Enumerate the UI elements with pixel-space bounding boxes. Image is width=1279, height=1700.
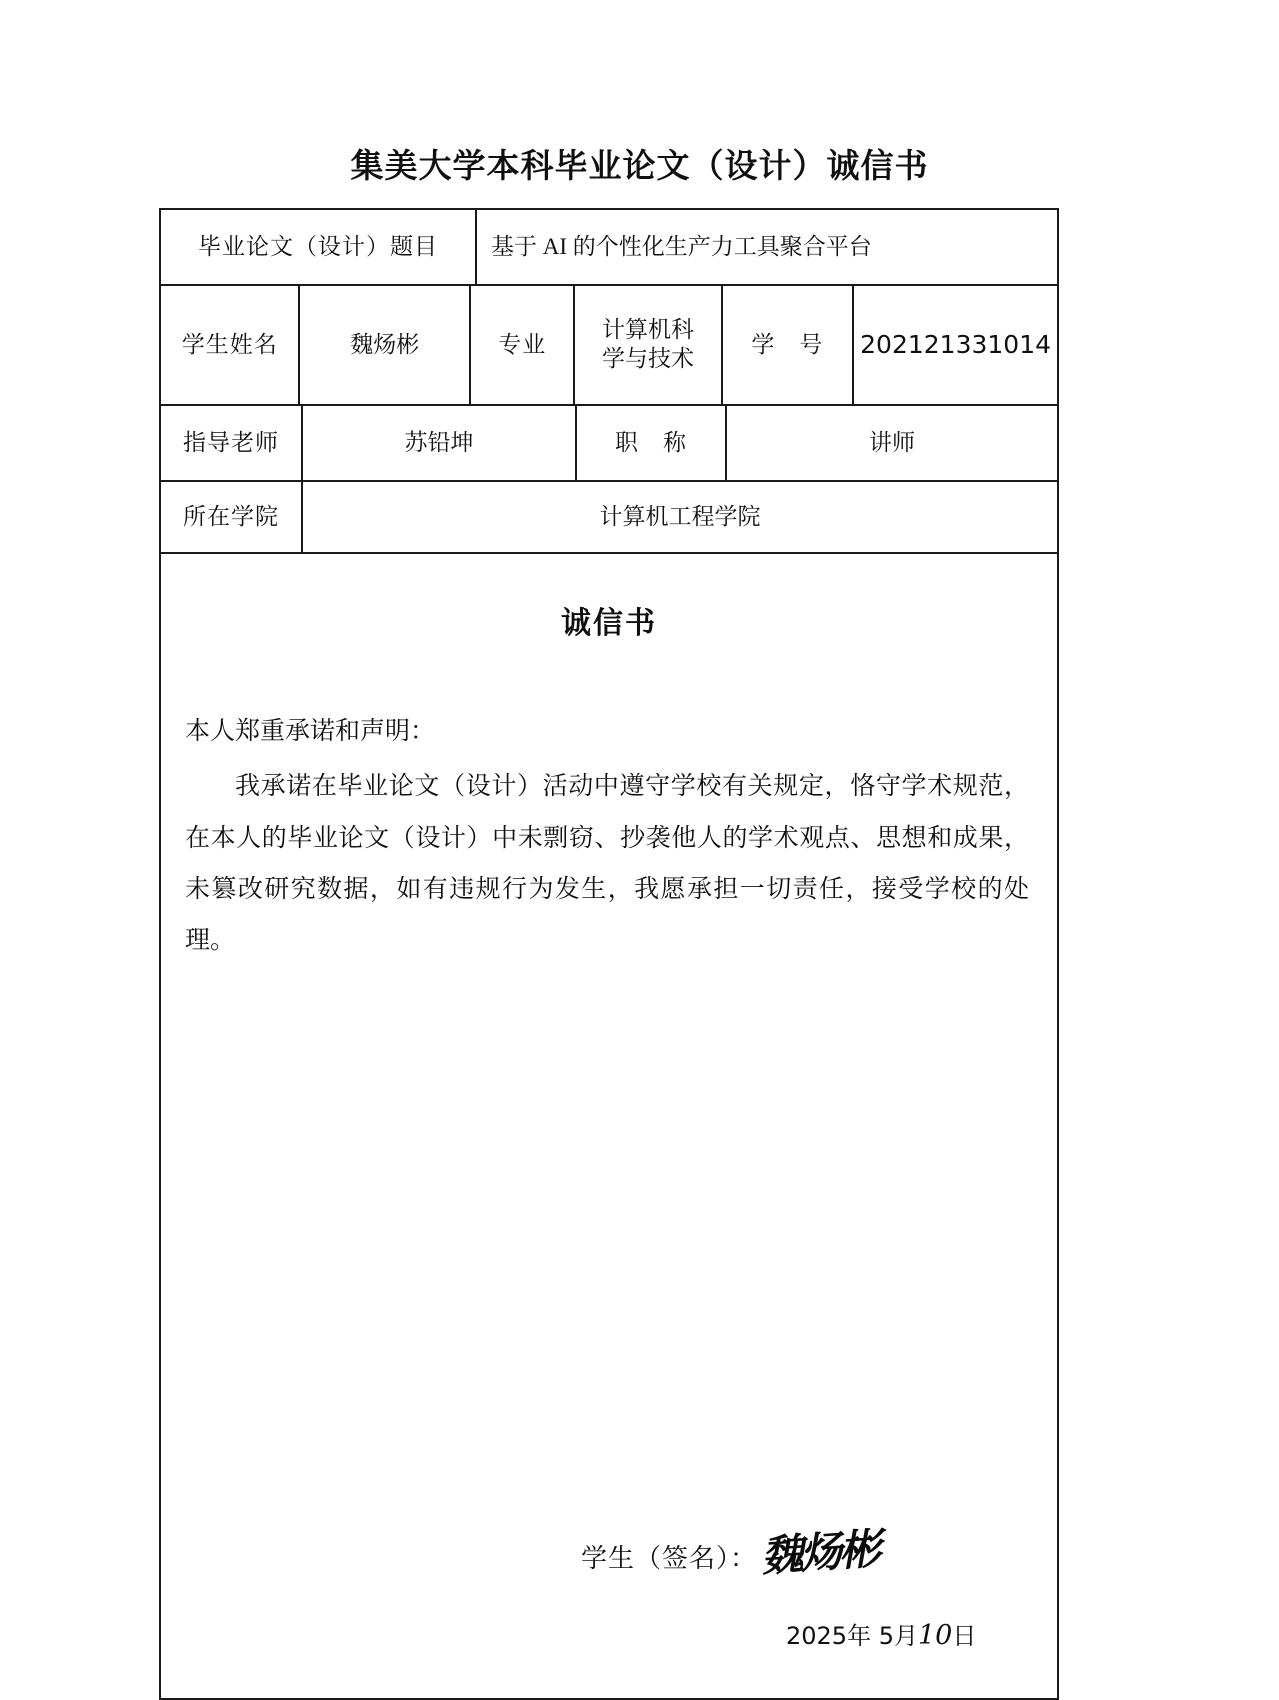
statement-lead: 本人郑重承诺和声明： xyxy=(185,718,436,745)
student-id-value: 202121331014 xyxy=(860,330,1052,360)
signature-date xyxy=(161,1616,1057,1651)
handwritten-signature: 魏炀彬 xyxy=(759,1523,880,1582)
signature-label: 学生（签名）： xyxy=(581,1544,758,1573)
date-day-unit: 日 xyxy=(952,1624,977,1650)
date-year-unit: 年 xyxy=(847,1624,872,1650)
statement-paragraph: 我承诺在毕业论文（设计）活动中遵守学校有关规定，恪守学术规范，在本人的毕业论文（设计）中未剽窃、抄袭他人的学术观点、思想和成果，未篡改研究数据，如有违规行为发生，我愿承担一切责任，接受学校的处理。 xyxy=(185,773,1029,954)
statement-body xyxy=(185,706,1029,966)
date-month: 5 xyxy=(878,1622,894,1650)
student-name-label: 学生姓名 xyxy=(161,286,300,404)
date-day: 10 xyxy=(918,1620,953,1651)
college-value: 计算机工程学院 xyxy=(599,503,761,529)
signature-block xyxy=(161,1523,1057,1651)
table-row-student-info xyxy=(161,286,1057,406)
college-label: 所在学院 xyxy=(161,482,303,552)
rank-label: 职 称 xyxy=(577,406,727,480)
student-name-value: 魏炀彬 xyxy=(300,286,471,404)
major-value-line2: 学与技术 xyxy=(601,346,694,371)
table-row-college xyxy=(161,482,1057,554)
thesis-title-value: 基于 AI 的个性化生产力工具聚合平台 xyxy=(491,233,872,259)
date-year: 2025 xyxy=(786,1622,848,1650)
major-value xyxy=(575,286,722,404)
table-row-advisor xyxy=(161,406,1057,482)
student-id-label: 学 号 xyxy=(723,286,855,404)
major-label: 专业 xyxy=(471,286,575,404)
page-title: 集美大学本科毕业论文（设计）诚信书 xyxy=(350,149,929,185)
date-month-unit: 月 xyxy=(894,1624,918,1650)
signature-line xyxy=(161,1523,1057,1598)
rank-value: 讲师 xyxy=(869,429,915,455)
statement-heading: 诚信书 xyxy=(561,607,657,640)
major-value-line1: 计算机科 xyxy=(601,317,694,343)
credibility-form-table xyxy=(159,208,1059,1700)
thesis-title-label: 毕业论文（设计）题目 xyxy=(161,210,477,284)
advisor-label: 指导老师 xyxy=(161,406,303,480)
advisor-value: 苏铅坤 xyxy=(303,406,577,480)
table-row-thesis-title xyxy=(161,210,1057,286)
table-row-statement xyxy=(161,598,1057,1698)
